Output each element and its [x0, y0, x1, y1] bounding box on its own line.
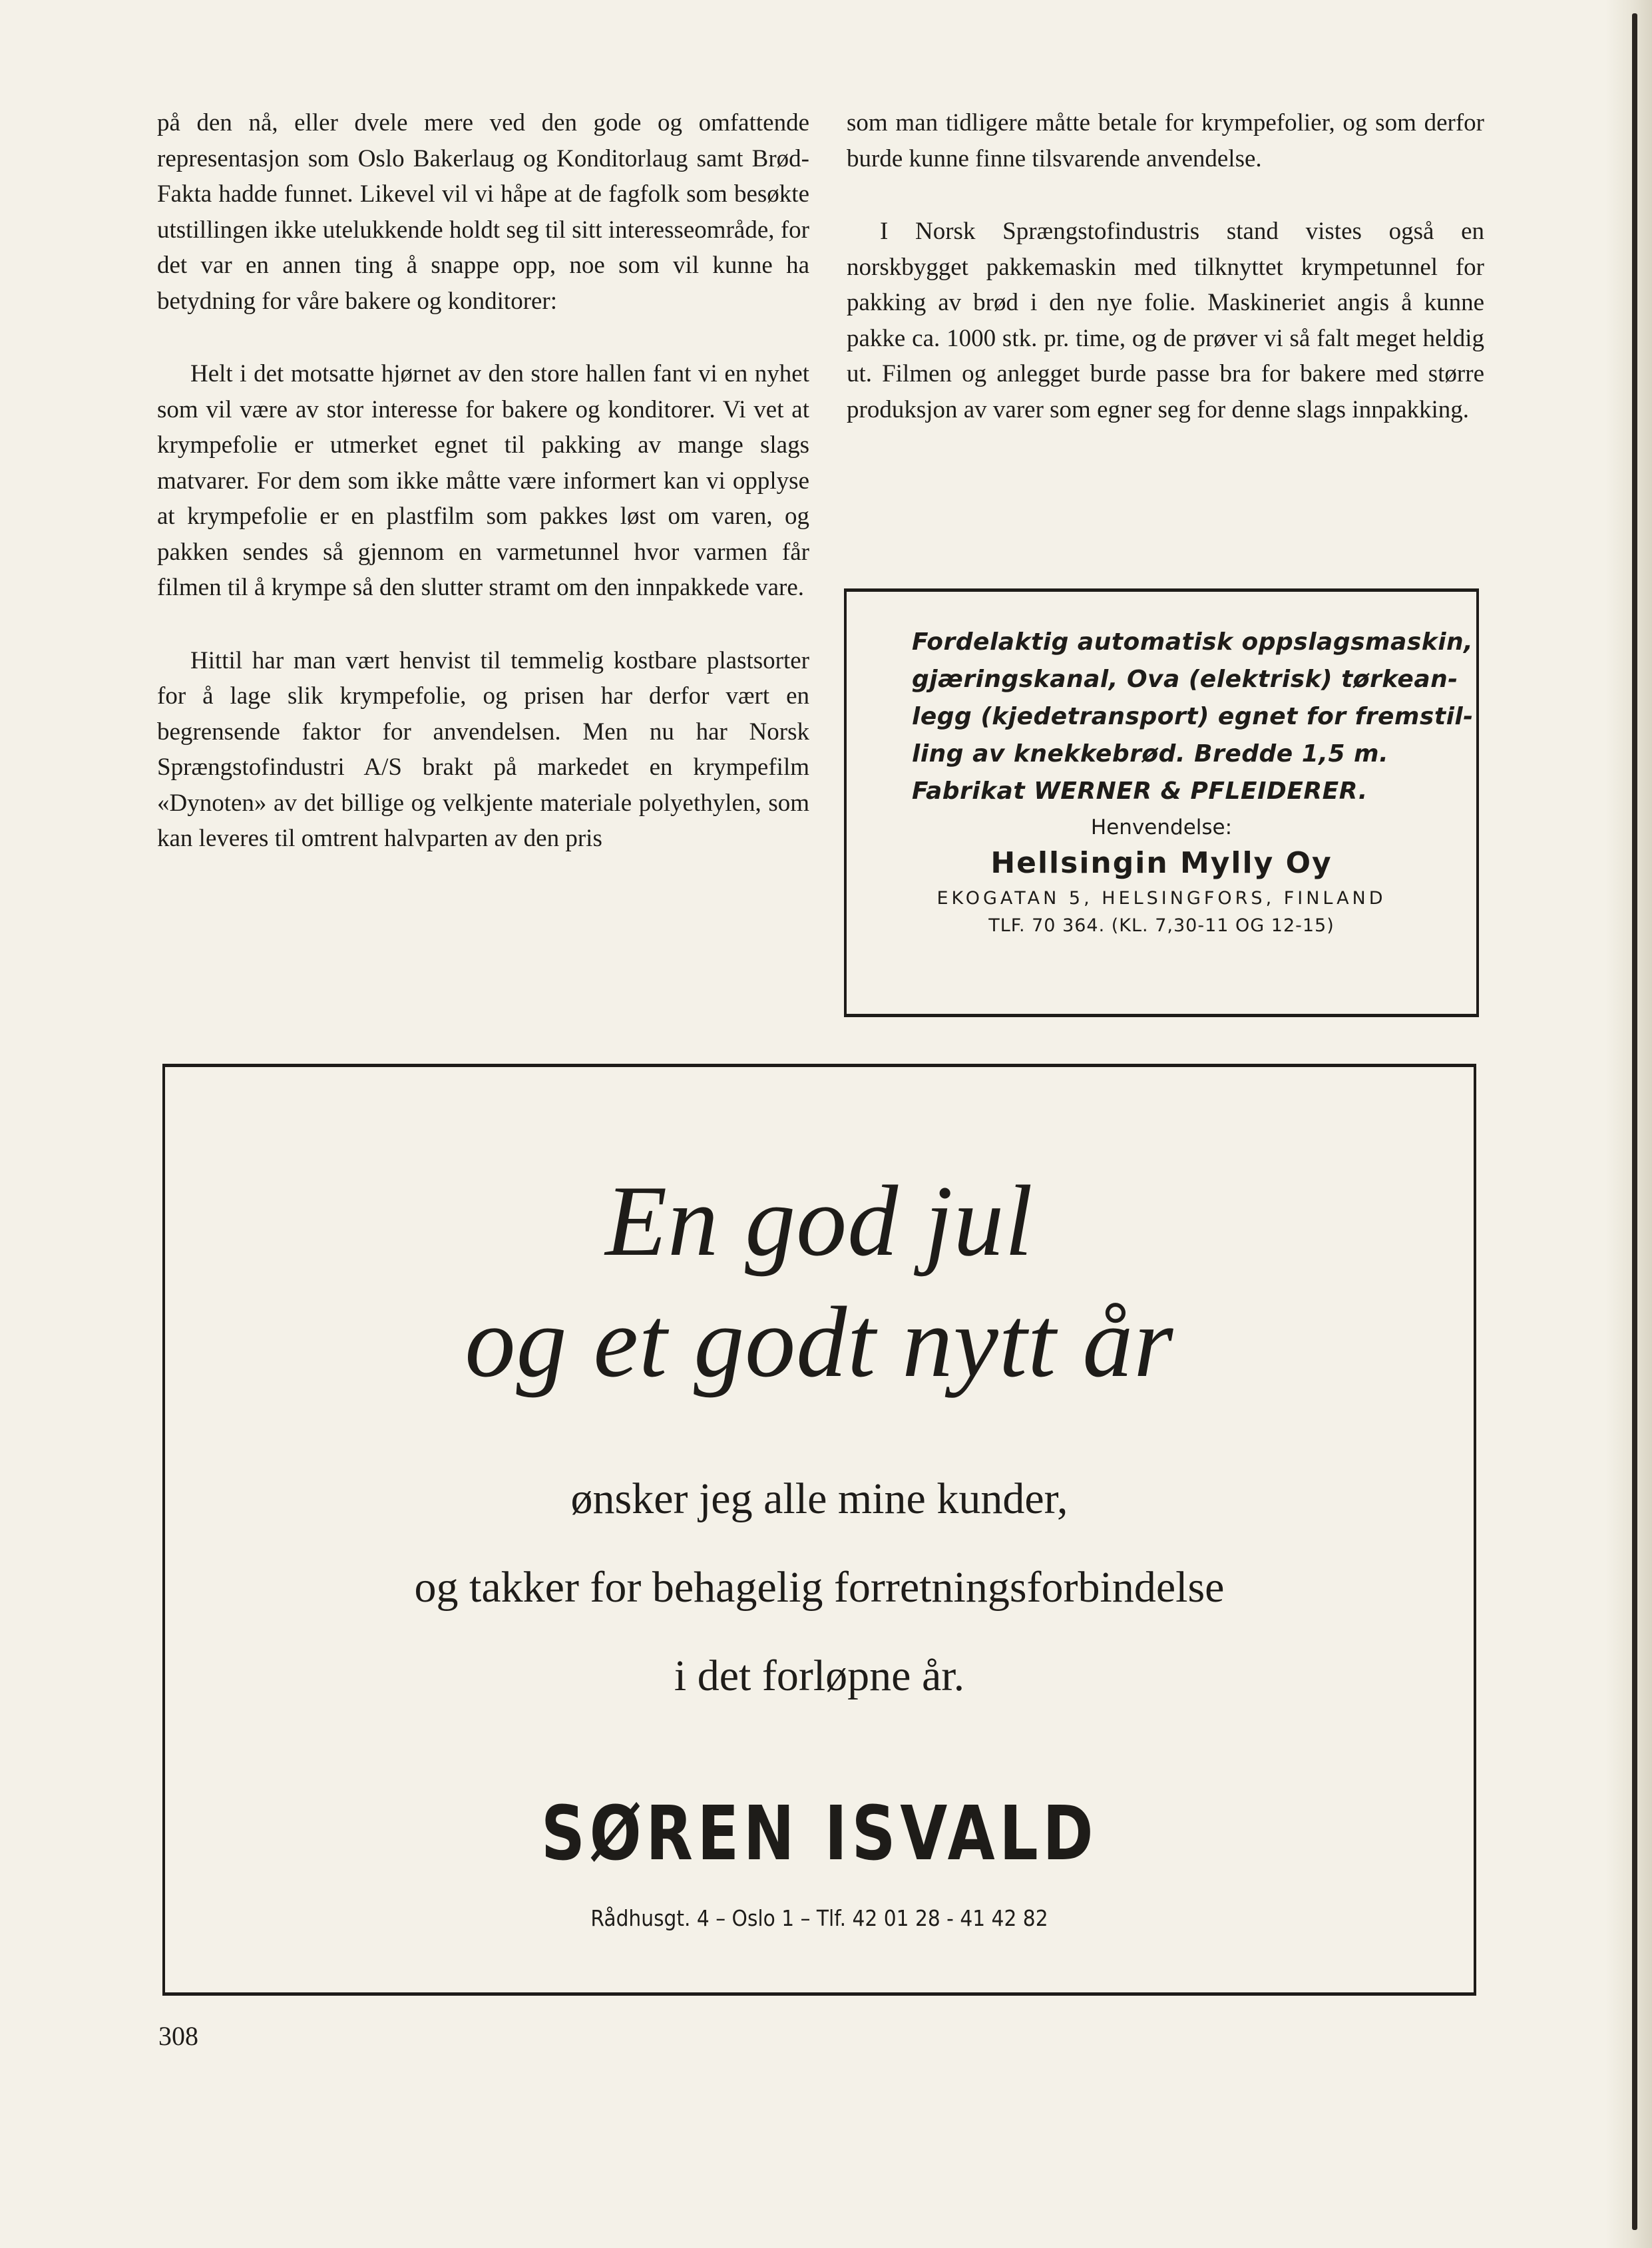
machine-ad-contact-label: Henvendelse: — [1090, 815, 1233, 839]
christmas-greeting-advertisement — [162, 1064, 1476, 1996]
article-paragraph: på den nå, eller dvele mere ved den gode og omfattende representasjon som Oslo Bakerlaug og Konditorlaug samt Brød-Fakta hadde funnet. Likevel vil vi håpe at de fagfolk som besøkte utstillingen ikke utelukkende holdt seg til sitt interesseområde, for det var en annen ting å snappe opp, noe som vil kunne ha betydning for våre bakere og konditorer: — [157, 109, 809, 315]
machine-ad-company: Hellsingin Mylly Oy — [990, 846, 1333, 880]
machine-ad-line: Fordelaktig automatisk oppslagsmaskin, — [912, 628, 1474, 656]
machine-ad-line: gjæringskanal, Ova (elektrisk) tørkean- — [912, 666, 1458, 693]
page-edge-shadow — [1605, 0, 1652, 2248]
binding-edge — [1632, 13, 1637, 2230]
machine-ad-line: Fabrikat WERNER & PFLEIDERER. — [912, 778, 1368, 805]
page-number: 308 — [158, 2021, 198, 2051]
article-right-column — [847, 105, 1484, 427]
greeting-body-line: og takker for behagelig forretningsforbindelse — [414, 1563, 1225, 1612]
greeting-body-line: i det forløpne år. — [674, 1652, 965, 1700]
machine-ad-line: ling av knekkebrød. Bredde 1,5 m. — [912, 740, 1389, 768]
greeting-title-line: En god jul — [605, 1165, 1034, 1277]
greeting-body — [165, 1455, 1474, 1720]
greeting-title-line: og et godt nytt år — [465, 1286, 1174, 1398]
greeting-title — [165, 1160, 1474, 1403]
machine-advertisement — [844, 588, 1479, 1017]
article-paragraph: Hittil har man vært henvist til temmelig kostbare plastsorter for å lage slik krympefolie, og prisen har derfor vært en begrensende faktor for anvendelsen. Men nu har Norsk Sprængstofindustri A/S brakt på markedet en krympefilm «Dynoten» av det billige og velkjente materiale polyethylen, som kan leveres til omtrent halvparten av den pris — [157, 646, 809, 852]
article-paragraph: I Norsk Sprængstofindustris stand vistes også en norskbygget pakkemaskin med tilknyttet krympetunnel for pakking av brød i den nye folie. Maskineriet angis å kunne pakke ca. 1000 stk. pr. time, og de prøver vi så falt meget heldig ut. Filmen og anlegget burde passe bra for bakere med større produksjon av varer som egner seg for denne slags innpakking. — [847, 218, 1484, 423]
greeting-sender-address: Rådhusgt. 4 – Oslo 1 – Tlf. 42 01 28 - 41 42 82 — [590, 1905, 1048, 1931]
machine-ad-text — [912, 624, 1474, 810]
article-paragraph: som man tidligere måtte betale for krympefolier, og som derfor burde kunne finne tilsvarende anvendelse. — [847, 109, 1484, 172]
greeting-sender-name: SØREN ISVALD — [540, 1791, 1098, 1877]
machine-ad-phone: TLF. 70 364. (KL. 7,30-11 OG 12-15) — [988, 915, 1335, 936]
greeting-body-line: ønsker jeg alle mine kunder, — [570, 1474, 1068, 1523]
machine-ad-address: EKOGATAN 5, HELSINGFORS, FINLAND — [936, 888, 1386, 909]
machine-ad-line: legg (kjedetransport) egnet for fremstil- — [912, 703, 1474, 730]
article-left-column — [157, 105, 809, 857]
article-paragraph: Helt i det motsatte hjørnet av den store hallen fant vi en nyhet som vil være av stor interesse for bakere og konditorer. Vi vet at krympefolie er utmerket egnet til pakking av mange slags matvarer. For dem som ikke måtte være informert kan vi opplyse at krympefolie er en plastfilm som pakkes løst om varen, og pakken sendes så gjennom en varmetunnel hvor varmen får filmen til å krympe så den slutter stramt om den innpakkede vare. — [157, 360, 809, 601]
